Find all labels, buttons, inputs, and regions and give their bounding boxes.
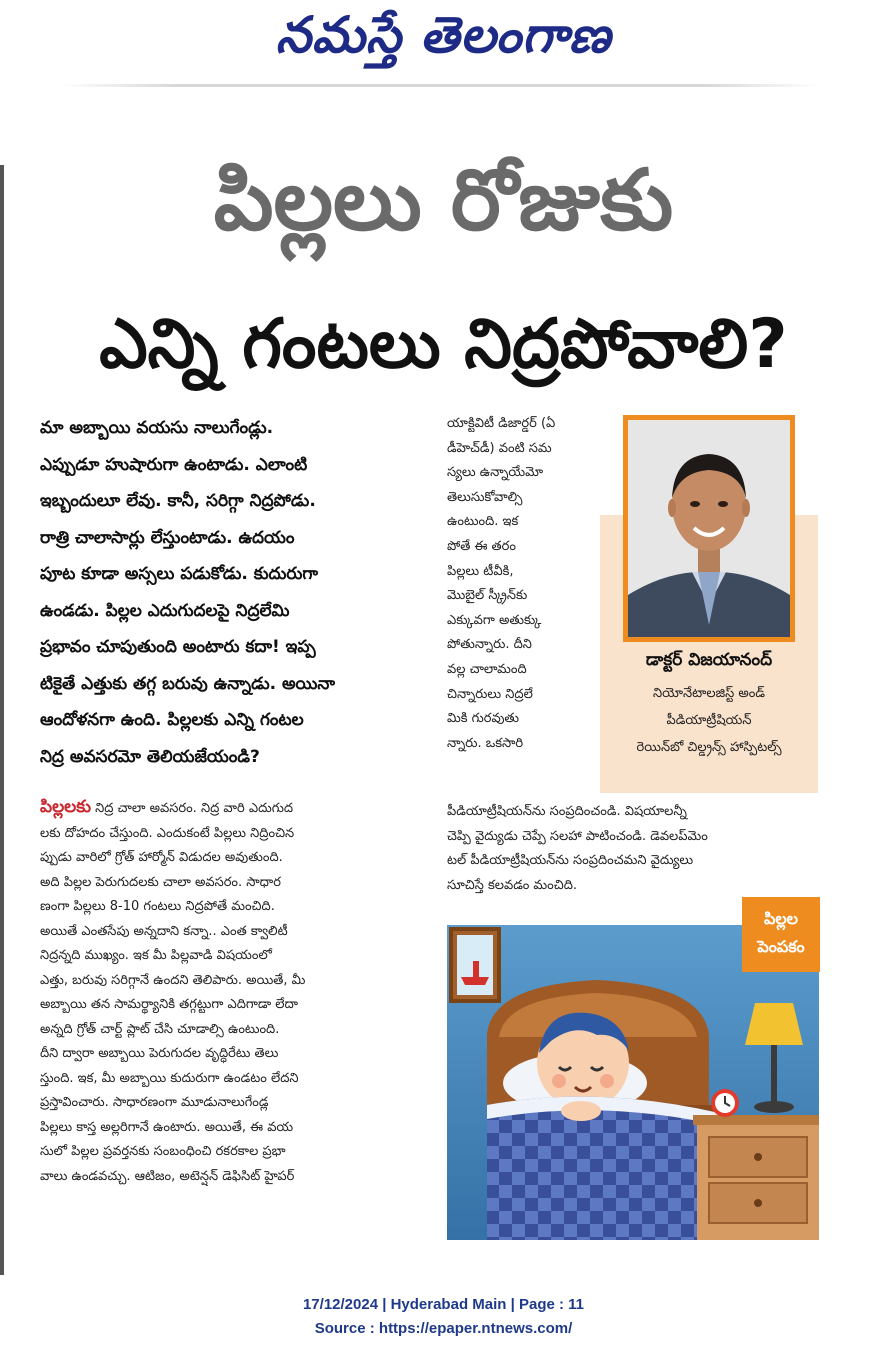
right-col-line: పిల్లలు టీవీకి, [447, 563, 514, 579]
question-line: ఉండడు. పిల్లల ఎదుగుదలపై నిద్రలేమి [40, 600, 290, 621]
wide-line: సూచిస్తే కలవడం మంచిది. [447, 877, 578, 893]
question-line: ఎప్పుడూ హుషారుగా ఉంటాడు. ఎలాంటి [40, 454, 308, 475]
answer-line: అది పిల్లల పెరుగుదలకు చాలా అవసరం. సాధార [40, 874, 281, 890]
doctor-name: డాక్టర్ విజయానంద్ [645, 650, 773, 670]
headline-line-1: పిల్లలు రోజుకు [213, 151, 674, 249]
question-line: ప్రభావం చూపుతుంది అంటారు కదా! ఇప్ప [40, 637, 316, 657]
doctor-title-line: పీడియాట్రీషియన్ [666, 713, 752, 728]
answer-line: నిద్రన్నది ముఖ్యం. ఇక మీ పిల్లవాడి విషయంలో [40, 948, 272, 963]
answer-line: వాలు ఉండవచ్చు. ఆటిజం, అటెన్షన్ డెఫిసిట్ హైపర్ [40, 1168, 295, 1184]
answer-line: ణంగా పిల్లలు 8-10 గంటలు నిద్రపోతే మంచిది. [40, 899, 275, 914]
right-col-line: వల్ల చాలామంది [447, 661, 527, 677]
answer-line: దీని ద్వారా అబ్బాయి పెరుగుదల వృద్ధిరేటు తెలు [40, 1046, 279, 1061]
right-col-line: మికి గురవుతు [447, 711, 520, 727]
answer-line: అయితే ఎంతసేపు అన్నదాని కన్నా.. ఎంత క్వాలిటీ [40, 923, 288, 939]
right-col-line: న్నారు. ఒకసారి [447, 735, 524, 751]
right-col-line: తెలుసుకోవాల్సి [447, 489, 523, 505]
badge-line-1: పిల్లల [763, 909, 799, 928]
right-col-line: స్యలు ఉన్నాయేమో [447, 465, 544, 481]
doctor-title-line: నియోనేటాలజిస్ట్ అండ్ [653, 686, 765, 701]
question-line: పూట కూడా అస్సలు పడుకోడు. కుదురుగా [40, 564, 318, 584]
answer-line: ఎత్తు, బరువు సరిగ్గానే ఉందని తెలిపారు. అయితే, మీ [40, 972, 306, 988]
question-line: ఆందోళనగా ఉంది. పిల్లలకు ఎన్ని గంటల [40, 710, 304, 730]
section-badge [742, 897, 820, 972]
masthead-divider [60, 84, 820, 87]
masthead-logo: నమస్తే తెలంగాణ [275, 6, 612, 64]
answer-body [40, 795, 420, 1189]
answer-first-line [40, 795, 420, 822]
answer-lead-word: పిల్లలకు [40, 797, 91, 817]
question-line: ఇబ్బందులూ లేవు. కానీ, సరిగ్గా నిద్రపోడు. [40, 491, 316, 511]
wide-line: టల్ పీడియాట్రీషియన్‌ను సంప్రదించమని వైద్యులు [447, 853, 694, 868]
badge-line-2: పెంపకం [757, 937, 805, 956]
doctor-photo [623, 415, 795, 642]
answer-line: ప్రస్తావించారు. సాధారణంగా మూడునాలుగేండ్ల [40, 1095, 269, 1110]
edition-info: 17/12/2024 | Hyderabad Main | Page : 11 [302, 1296, 585, 1313]
headline-line-2: ఎన్ని గంటలు నిద్రపోవాలి? [99, 305, 788, 384]
answer-line: సులో పిల్లల ప్రవర్తనకు సంబంధించి రకరకాల ప్రభా [40, 1144, 286, 1159]
right-col-line: పోతున్నారు. దీని [447, 637, 532, 653]
answer-line: పిల్లలు కాస్త అల్లరిగానే ఉంటారు. అయితే, ఈ వయ [40, 1119, 294, 1135]
question-line: నిద్ర అవసరమో తెలియజేయండి? [40, 746, 260, 767]
right-col-line: పోతే ఈ తరం [447, 538, 516, 554]
reader-question [40, 410, 420, 775]
answer-line: లకు దోహదం చేస్తుంది. ఎందుకంటే పిల్లలు నిద్రించిన [40, 825, 295, 841]
doctor-credentials [600, 680, 818, 761]
sleeping-child-illustration [447, 925, 819, 1240]
wide-continuation-text [447, 800, 832, 898]
doctor-photo-icon [628, 420, 790, 637]
masthead [0, 0, 887, 100]
right-col-line: ఉంటుంది. ఇక [447, 514, 519, 530]
question-line: టికైతే ఎత్తుకు తగ్గ బరువు ఉన్నాడు. అయినా [40, 673, 336, 694]
answer-first-line-rest: నిద్ర చాలా అవసరం. నిద్ర వారి ఎదుగుద [90, 801, 294, 816]
answer-line: అన్నది గ్రోత్ చార్ట్ ప్లాట్ చేసి చూడాల్సి ఉంటుంది. [40, 1021, 280, 1037]
answer-line: అబ్బాయి తన సామర్థ్యానికి తగ్గట్టుగా ఎదిగాడా లేదా [40, 997, 299, 1012]
right-col-line: ఎక్కువగా అతుక్కు [447, 612, 542, 628]
answer-line: స్తుంది. ఇక, మీ అబ్బాయి కుదురుగా ఉండటం లేదని [40, 1070, 299, 1086]
right-col-line: మొబైల్ స్క్రీన్‌కు [447, 588, 528, 604]
question-line: మా అబ్బాయి వయసు నాలుగేండ్లు. [40, 418, 274, 438]
wide-line: చెప్పి వైద్యుడు చెప్పే సలహా పాటించండి. డెవలప్‌మెం [447, 828, 708, 844]
sleeping-child-icon [447, 925, 819, 1240]
doctor-title-line: రెయిన్‌బో చిల్డ్రన్స్ హాస్పిటల్స్ [636, 740, 782, 755]
right-col-line: చిన్నారులు నిద్రలే [447, 686, 533, 702]
question-line: రాత్రి చాలాసార్లు లేస్తుంటాడు. ఉదయం [40, 527, 295, 548]
answer-line: ప్పుడు వారిలో గ్రోత్ హార్మోన్ విడుదల అవుతుంది. [40, 850, 283, 865]
source-link[interactable]: Source : https://epaper.ntnews.com/ [314, 1320, 573, 1337]
wide-line: పీడియాట్రీషియన్‌ను సంప్రదించండి. విషయాలన్నీ [447, 804, 687, 819]
right-column-text [447, 412, 607, 756]
right-col-line: డీహెచ్‌డీ) వంటి సమ [447, 440, 552, 456]
right-col-line: యాక్టివిటీ డిజార్డర్ (ఏ [447, 416, 556, 431]
